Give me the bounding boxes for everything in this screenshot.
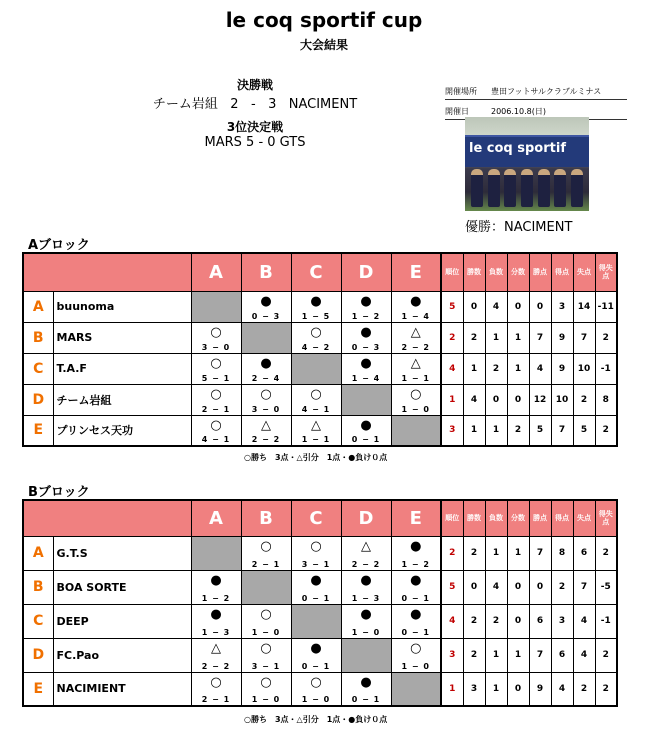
match-score: 3 − 0 [201, 342, 231, 352]
match-cell [241, 353, 291, 384]
row-letter: E [23, 415, 53, 446]
match-cell [291, 638, 341, 672]
block-a-label: Aブロック [28, 238, 90, 253]
final-team-a: チーム岩組 [152, 97, 218, 112]
stat-header: 失点 [573, 253, 595, 291]
match-score: 1 − 0 [251, 695, 281, 704]
match-cell [391, 570, 441, 604]
match-score: 0 − 1 [351, 695, 381, 704]
match-score: 1 − 2 [201, 593, 231, 603]
table-row [23, 384, 617, 415]
match-cell [291, 570, 341, 604]
match-score: 0 − 1 [301, 661, 331, 671]
header-blank-cell [23, 253, 191, 291]
venue-value: 豊田フットサルクラブルミナス [491, 87, 602, 96]
match-cell [391, 536, 441, 570]
stat-value: 7 [529, 638, 551, 672]
match-cell [191, 322, 241, 353]
match-cell [191, 415, 241, 446]
match-cell [241, 536, 291, 570]
stat-value: 9 [551, 322, 573, 353]
match-result-icon: △ [361, 538, 371, 554]
match-result-icon: ○ [260, 640, 272, 656]
team-name: T.A.F [53, 353, 191, 384]
match-cell [191, 638, 241, 672]
match-score: 1 − 0 [351, 627, 381, 637]
photo-players [471, 169, 583, 201]
match-result-icon: ○ [210, 417, 222, 433]
stat-value: 7 [573, 570, 595, 604]
match-score: 1 − 1 [301, 435, 331, 444]
stat-value: 6 [529, 604, 551, 638]
match-result-icon: ● [360, 606, 372, 622]
stat-value: 2 [463, 604, 485, 638]
match-result-icon: ○ [210, 386, 222, 402]
team-name: MARS [53, 322, 191, 353]
column-header-b: B [241, 500, 291, 536]
match-score: 2 − 4 [251, 373, 281, 383]
match-result-icon: ● [310, 572, 322, 588]
row-letter: D [23, 638, 53, 672]
column-header-a: A [191, 253, 241, 291]
block-a-legend: ○勝ち 3点・△引分 1点・●負け０点 [244, 453, 388, 462]
match-result-icon: ● [360, 572, 372, 588]
stat-value: 7 [529, 322, 551, 353]
winner-caption: 優勝：NACIMENT [465, 220, 573, 235]
stat-value: 4 [485, 570, 507, 604]
stat-value: 0 [529, 570, 551, 604]
stat-header: 失点 [573, 500, 595, 536]
block-b-legend: ○勝ち 3点・△引分 1点・●負け０点 [244, 715, 388, 724]
match-score: 0 − 1 [301, 593, 331, 603]
match-cell [191, 353, 241, 384]
match-cell [241, 415, 291, 446]
stat-value: 2 [595, 415, 617, 446]
team-name: チーム岩組 [53, 384, 191, 415]
match-score: 1 − 4 [351, 373, 381, 383]
header-row [23, 253, 617, 291]
match-result-icon: ○ [310, 538, 322, 554]
diagonal-cell [291, 604, 341, 638]
rank-value: 3 [441, 415, 463, 446]
page-title: le coq sportif cup [225, 8, 423, 32]
stat-value: 1 [463, 415, 485, 446]
match-score: 0 − 3 [351, 342, 381, 352]
match-result-icon: △ [261, 417, 271, 433]
stat-header: 得点 [551, 253, 573, 291]
row-letter: C [23, 604, 53, 638]
stat-value: 1 [485, 415, 507, 446]
row-letter: A [23, 536, 53, 570]
stat-value: 4 [485, 291, 507, 322]
stat-value: 1 [507, 536, 529, 570]
final-dash: - [250, 97, 256, 112]
match-score: 1 − 2 [351, 311, 381, 321]
match-result-icon: ○ [260, 606, 272, 622]
stat-value: 2 [595, 322, 617, 353]
stat-value: 2 [485, 353, 507, 384]
match-score: 4 − 1 [301, 404, 331, 414]
stat-value: 4 [573, 638, 595, 672]
match-cell [191, 570, 241, 604]
row-letter: C [23, 353, 53, 384]
rank-value: 3 [441, 638, 463, 672]
match-cell [341, 570, 391, 604]
match-score: 1 − 4 [401, 311, 430, 321]
stat-value: 2 [595, 638, 617, 672]
header-row [23, 500, 617, 536]
block-a-table [22, 252, 618, 447]
match-cell [341, 291, 391, 322]
match-cell [291, 672, 341, 706]
match-result-icon: ● [410, 572, 422, 588]
team-name: NACIMIENT [53, 672, 191, 706]
stat-header: 分数 [507, 253, 529, 291]
table-row [23, 536, 617, 570]
page-subtitle: 大会結果 [299, 38, 348, 52]
match-result-icon: ● [260, 293, 272, 309]
diagonal-cell [191, 291, 241, 322]
match-result-icon: △ [410, 355, 421, 371]
stat-header: 勝数 [463, 253, 485, 291]
match-cell [191, 672, 241, 706]
match-result-icon: ● [310, 640, 322, 656]
rank-value: 5 [441, 570, 463, 604]
stat-value: 2 [463, 322, 485, 353]
diagonal-cell [391, 672, 441, 706]
stat-header: 得点 [551, 500, 573, 536]
third-place-result: MARS 5 - 0 GTS [204, 135, 306, 150]
match-result-icon: ● [210, 572, 222, 588]
block-b-label: Bブロック [28, 485, 90, 500]
table-row [23, 604, 617, 638]
match-result-icon: △ [311, 417, 321, 433]
block-b-table [22, 499, 618, 707]
stat-header: 負数 [485, 253, 507, 291]
match-result-icon: ● [360, 355, 372, 371]
stat-value: 4 [529, 353, 551, 384]
match-score: 2 − 1 [201, 695, 231, 704]
column-header-b: B [241, 253, 291, 291]
diagonal-cell [241, 322, 291, 353]
rank-value: 5 [441, 291, 463, 322]
match-result-icon: ○ [260, 674, 272, 690]
column-header-a: A [191, 500, 241, 536]
diagonal-cell [341, 384, 391, 415]
match-cell [241, 638, 291, 672]
team-photo [465, 117, 589, 211]
match-score: 2 − 1 [201, 404, 231, 414]
stat-header: 勝点 [529, 500, 551, 536]
stat-value: 10 [551, 384, 573, 415]
stat-value: 7 [551, 415, 573, 446]
team-name: buunoma [53, 291, 191, 322]
stat-value: 4 [573, 604, 595, 638]
third-place-heading: 3位決定戦 [226, 120, 284, 134]
date-value: 2006.10.8(日) [491, 107, 546, 116]
stat-value: 2 [595, 536, 617, 570]
match-score: 0 − 3 [251, 311, 281, 321]
match-result-icon: ● [410, 293, 422, 309]
match-cell [291, 322, 341, 353]
stat-value: 5 [529, 415, 551, 446]
match-score: 4 − 1 [201, 435, 231, 444]
stat-value: 3 [551, 291, 573, 322]
stat-value: 10 [573, 353, 595, 384]
stat-header: 負数 [485, 500, 507, 536]
stat-value: 0 [463, 570, 485, 604]
match-cell [341, 536, 391, 570]
match-cell [391, 291, 441, 322]
team-name: BOA SORTE [53, 570, 191, 604]
stat-value: 3 [463, 672, 485, 706]
stat-value: 0 [507, 291, 529, 322]
match-score: 1 − 3 [351, 593, 381, 603]
match-cell [291, 415, 341, 446]
table-row [23, 570, 617, 604]
match-score: 1 − 0 [401, 404, 430, 414]
stat-value: 1 [463, 353, 485, 384]
table-row [23, 415, 617, 446]
stat-value: 7 [573, 322, 595, 353]
final-result [130, 93, 380, 112]
match-result-icon: ● [310, 293, 322, 309]
stat-value: 1 [507, 322, 529, 353]
match-cell [391, 322, 441, 353]
diagonal-cell [191, 536, 241, 570]
stat-value: 6 [551, 638, 573, 672]
photo-logo: le coq sportif [469, 141, 566, 156]
diagonal-cell [291, 353, 341, 384]
match-result-icon: ● [360, 324, 372, 340]
rank-value: 2 [441, 536, 463, 570]
match-cell [341, 322, 391, 353]
stat-header: 分数 [507, 500, 529, 536]
match-cell [291, 291, 341, 322]
diagonal-cell [391, 415, 441, 446]
match-score: 1 − 0 [251, 627, 281, 637]
rank-value: 2 [441, 322, 463, 353]
match-result-icon: ○ [310, 324, 322, 340]
match-result-icon: △ [410, 324, 421, 340]
match-result-icon: ○ [310, 386, 322, 402]
match-result-icon: ○ [310, 674, 322, 690]
match-result-icon: ○ [210, 674, 222, 690]
venue-row [445, 80, 627, 100]
diagonal-cell [241, 570, 291, 604]
date-label: 開催日 [445, 107, 469, 116]
match-cell [341, 353, 391, 384]
diagonal-cell [341, 638, 391, 672]
match-cell [241, 384, 291, 415]
stat-value: 0 [507, 384, 529, 415]
match-cell [391, 384, 441, 415]
stat-value: -1 [595, 353, 617, 384]
column-header-c: C [291, 253, 341, 291]
row-letter: D [23, 384, 53, 415]
venue-label: 開催場所 [445, 87, 477, 96]
stat-value: 8 [551, 536, 573, 570]
row-letter: B [23, 322, 53, 353]
match-cell [391, 638, 441, 672]
stat-value: 0 [507, 604, 529, 638]
stat-value: 3 [551, 604, 573, 638]
match-score: 1 − 0 [401, 661, 430, 671]
stat-value: 2 [485, 604, 507, 638]
stat-value: 8 [595, 384, 617, 415]
stat-value: 5 [573, 415, 595, 446]
match-cell [241, 291, 291, 322]
match-score: 0 − 1 [401, 593, 430, 603]
stat-header: 順位 [441, 253, 463, 291]
table-row [23, 291, 617, 322]
rank-value: 1 [441, 672, 463, 706]
match-score: 3 − 0 [251, 404, 281, 414]
column-header-e: E [391, 253, 441, 291]
stat-value: -11 [595, 291, 617, 322]
match-result-icon: ○ [410, 386, 422, 402]
match-score: 1 − 5 [301, 311, 331, 321]
stat-value: 7 [529, 536, 551, 570]
event-info [445, 80, 627, 120]
header-blank-cell [23, 500, 191, 536]
match-score: 0 − 1 [351, 435, 381, 444]
match-score: 5 − 1 [201, 373, 231, 383]
match-score: 2 − 2 [251, 435, 281, 444]
match-cell [391, 353, 441, 384]
match-cell [291, 384, 341, 415]
row-letter: E [23, 672, 53, 706]
stat-value: 4 [551, 672, 573, 706]
match-result-icon: ● [410, 538, 422, 554]
match-score: 3 − 1 [301, 559, 331, 569]
team-name: DEEP [53, 604, 191, 638]
match-result-icon: ○ [260, 386, 272, 402]
match-cell [191, 604, 241, 638]
stat-header: 得失点 [595, 500, 617, 536]
match-score: 1 − 2 [401, 559, 430, 569]
match-cell [241, 672, 291, 706]
match-result-icon: ○ [210, 355, 222, 371]
stat-header: 得失点 [595, 253, 617, 291]
stat-value: 4 [463, 384, 485, 415]
stat-value: 0 [529, 291, 551, 322]
stat-value: 2 [573, 672, 595, 706]
match-score: 1 − 0 [301, 695, 331, 704]
match-score: 0 − 1 [401, 627, 430, 637]
stat-value: 1 [485, 536, 507, 570]
stat-value: 6 [573, 536, 595, 570]
column-header-e: E [391, 500, 441, 536]
final-team-b: NACIMENT [288, 97, 358, 112]
match-result-icon: △ [211, 640, 221, 656]
stat-value: -1 [595, 604, 617, 638]
match-result-icon: ○ [410, 640, 422, 656]
stat-value: 2 [463, 638, 485, 672]
stat-value: 12 [529, 384, 551, 415]
final-section [130, 76, 380, 112]
match-result-icon: ○ [210, 324, 222, 340]
final-heading: 決勝戦 [236, 78, 273, 92]
column-header-d: D [341, 253, 391, 291]
match-score: 3 − 1 [251, 661, 281, 671]
match-cell [291, 536, 341, 570]
stat-value: 2 [551, 570, 573, 604]
stat-value: 0 [507, 570, 529, 604]
match-score: 2 − 2 [201, 661, 231, 671]
match-result-icon: ● [260, 355, 272, 371]
stat-value: 1 [507, 353, 529, 384]
match-score: 1 − 3 [201, 627, 231, 637]
match-cell [241, 604, 291, 638]
final-score-a: 2 [230, 97, 239, 112]
row-letter: B [23, 570, 53, 604]
rank-value: 4 [441, 604, 463, 638]
row-letter: A [23, 291, 53, 322]
match-result-icon: ● [360, 417, 372, 433]
table-row [23, 672, 617, 706]
table-row [23, 322, 617, 353]
match-cell [341, 672, 391, 706]
stat-value: 2 [573, 384, 595, 415]
match-score: 2 − 1 [251, 559, 281, 569]
stat-value: 9 [551, 353, 573, 384]
team-name: プリンセス天功 [53, 415, 191, 446]
column-header-d: D [341, 500, 391, 536]
stat-value: 2 [463, 536, 485, 570]
stat-value: 1 [485, 638, 507, 672]
rank-value: 1 [441, 384, 463, 415]
match-score: 2 − 2 [401, 342, 430, 352]
match-result-icon: ○ [260, 538, 272, 554]
table-row [23, 638, 617, 672]
match-result-icon: ● [210, 606, 222, 622]
stat-value: 0 [463, 291, 485, 322]
stat-value: 2 [507, 415, 529, 446]
match-cell [391, 604, 441, 638]
match-score: 2 − 2 [351, 559, 381, 569]
match-cell [341, 604, 391, 638]
stat-value: 0 [485, 384, 507, 415]
third-place-section [130, 118, 380, 150]
stat-value: -5 [595, 570, 617, 604]
match-score: 1 − 1 [401, 373, 430, 383]
final-score-b: 3 [268, 97, 277, 112]
stat-value: 1 [485, 672, 507, 706]
stat-value: 9 [529, 672, 551, 706]
stat-header: 勝数 [463, 500, 485, 536]
stat-value: 1 [485, 322, 507, 353]
match-result-icon: ● [410, 606, 422, 622]
match-cell [191, 384, 241, 415]
stat-value: 1 [507, 638, 529, 672]
stat-value: 0 [507, 672, 529, 706]
table-row [23, 353, 617, 384]
match-cell [341, 415, 391, 446]
rank-value: 4 [441, 353, 463, 384]
stat-header: 順位 [441, 500, 463, 536]
column-header-c: C [291, 500, 341, 536]
team-name: FC.Pao [53, 638, 191, 672]
match-result-icon: ● [360, 293, 372, 309]
stat-value: 2 [595, 672, 617, 706]
match-score: 4 − 2 [301, 342, 331, 352]
match-result-icon: ● [360, 674, 372, 690]
team-name: G.T.S [53, 536, 191, 570]
stat-value: 14 [573, 291, 595, 322]
stat-header: 勝点 [529, 253, 551, 291]
